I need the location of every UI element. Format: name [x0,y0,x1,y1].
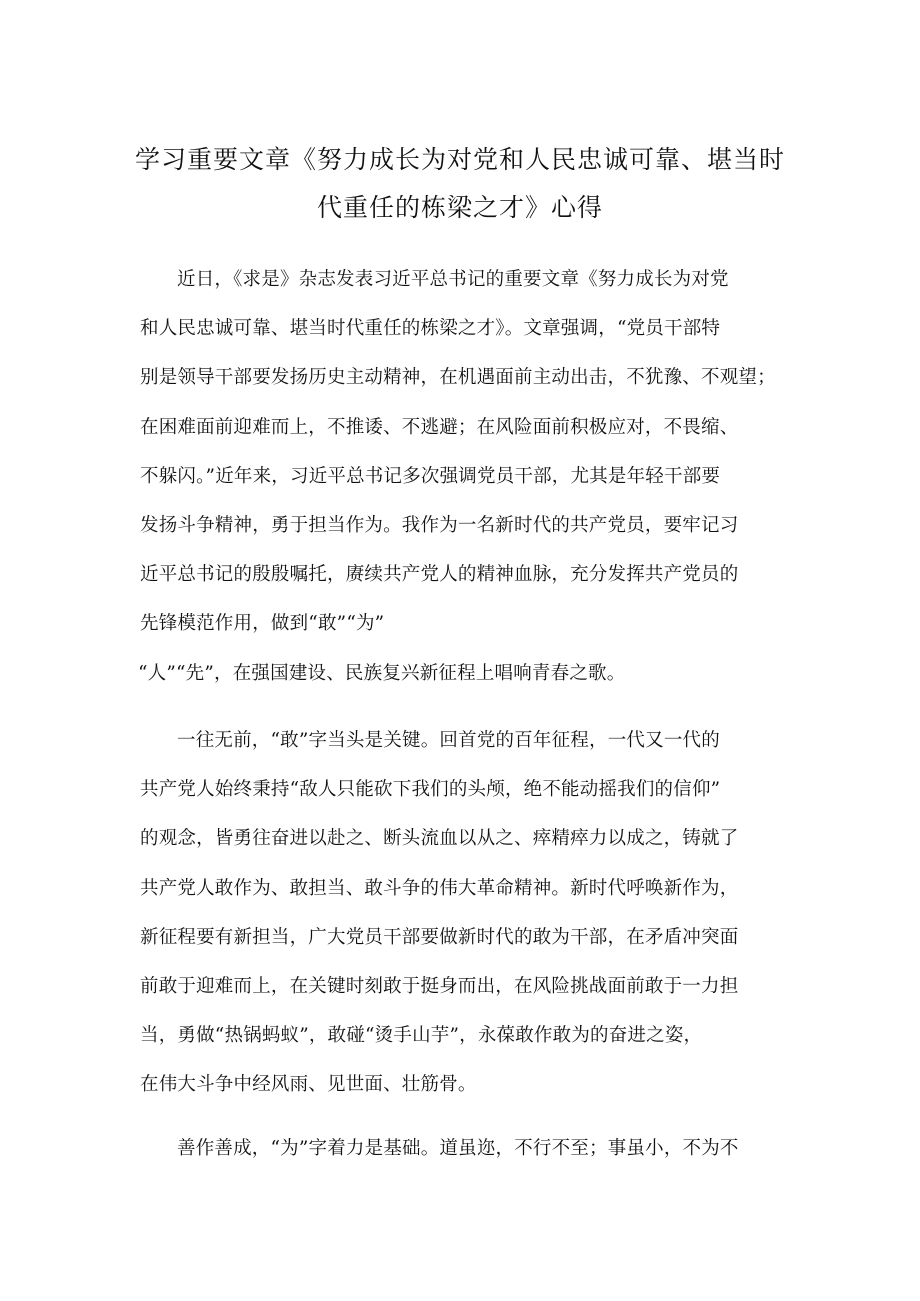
paragraph-line: 在困难面前迎难而上，不推诿、不逃避；在风险面前积极应对，不畏缩、 [140,416,739,438]
paragraph-line: 新征程要有新担当，广大党员干部要做新时代的敢为干部，在矛盾冲突面 [140,926,739,948]
paragraph-line: 和人民忠诚可靠、堪当时代重任的栋梁之才》。文章强调，“党员干部特 [140,318,721,340]
paragraph-3 [140,1124,790,1173]
paragraph-line: 近日，《求是》杂志发表习近平总书记的重要文章《努力成长为对党 [177,269,729,290]
paragraph-2 [140,716,790,1110]
paragraph-line: 不躲闪。”近年来，习近平总书记多次强调党员干部，尤其是年轻干部要 [140,465,721,487]
paragraph-line: 别是领导干部要发扬历史主动精神，在机遇面前主动出击，不犹豫、不观望； [140,367,776,389]
paragraph-line: 当，勇做“热锅蚂蚁”，敢碰“烫手山芋”，永葆敢作敢为的奋进之姿， [140,1025,703,1047]
paragraph-line: 的观念，皆勇往奋进以赴之、断头流血以从之、瘁精瘁力以成之，铸就了 [140,828,739,850]
paragraph-line: 发扬斗争精神，勇于担当作为。我作为一名新时代的共产党员，要牢记习 [140,514,739,536]
paragraph-1 [140,255,790,698]
paragraph-line: 前敢于迎难而上，在关键时刻敢于挺身而出，在风险挑战面前敢于一力担 [140,975,739,997]
paragraph-line: 共产党人始终秉持“敌人只能砍下我们的头颅，绝不能动摇我们的信仰” [140,779,721,801]
title-line-1: 学习重要文章《努力成长为对党和人民忠诚可靠、堪当时 [134,145,785,174]
paragraph-line: 善作善成，“为”字着力是基础。道虽迩，不行不至；事虽小，不为不 [177,1138,739,1159]
paragraph-line: 先锋模范作用，做到“敢”“为” [140,613,385,635]
paragraph-line: 近平总书记的殷殷嘱托，赓续共产党人的精神血脉，充分发挥共产党员的 [140,564,739,586]
paragraph-line: 一往无前，“敢”字当头是关键。回首党的百年征程，一代又一代的 [177,730,720,751]
paragraph-line: “人”“先”，在强国建设、民族复兴新征程上唱响青春之歌。 [138,662,626,684]
paragraph-line: 共产党人敢作为、敢担当、敢斗争的伟大革命精神。新时代呼唤新作为， [140,877,739,899]
title-line-2: 代重任的栋梁之才》心得 [316,193,603,222]
paragraph-line: 在伟大斗争中经风雨、见世面、壮筋骨。 [140,1074,477,1096]
document-title [100,136,820,232]
